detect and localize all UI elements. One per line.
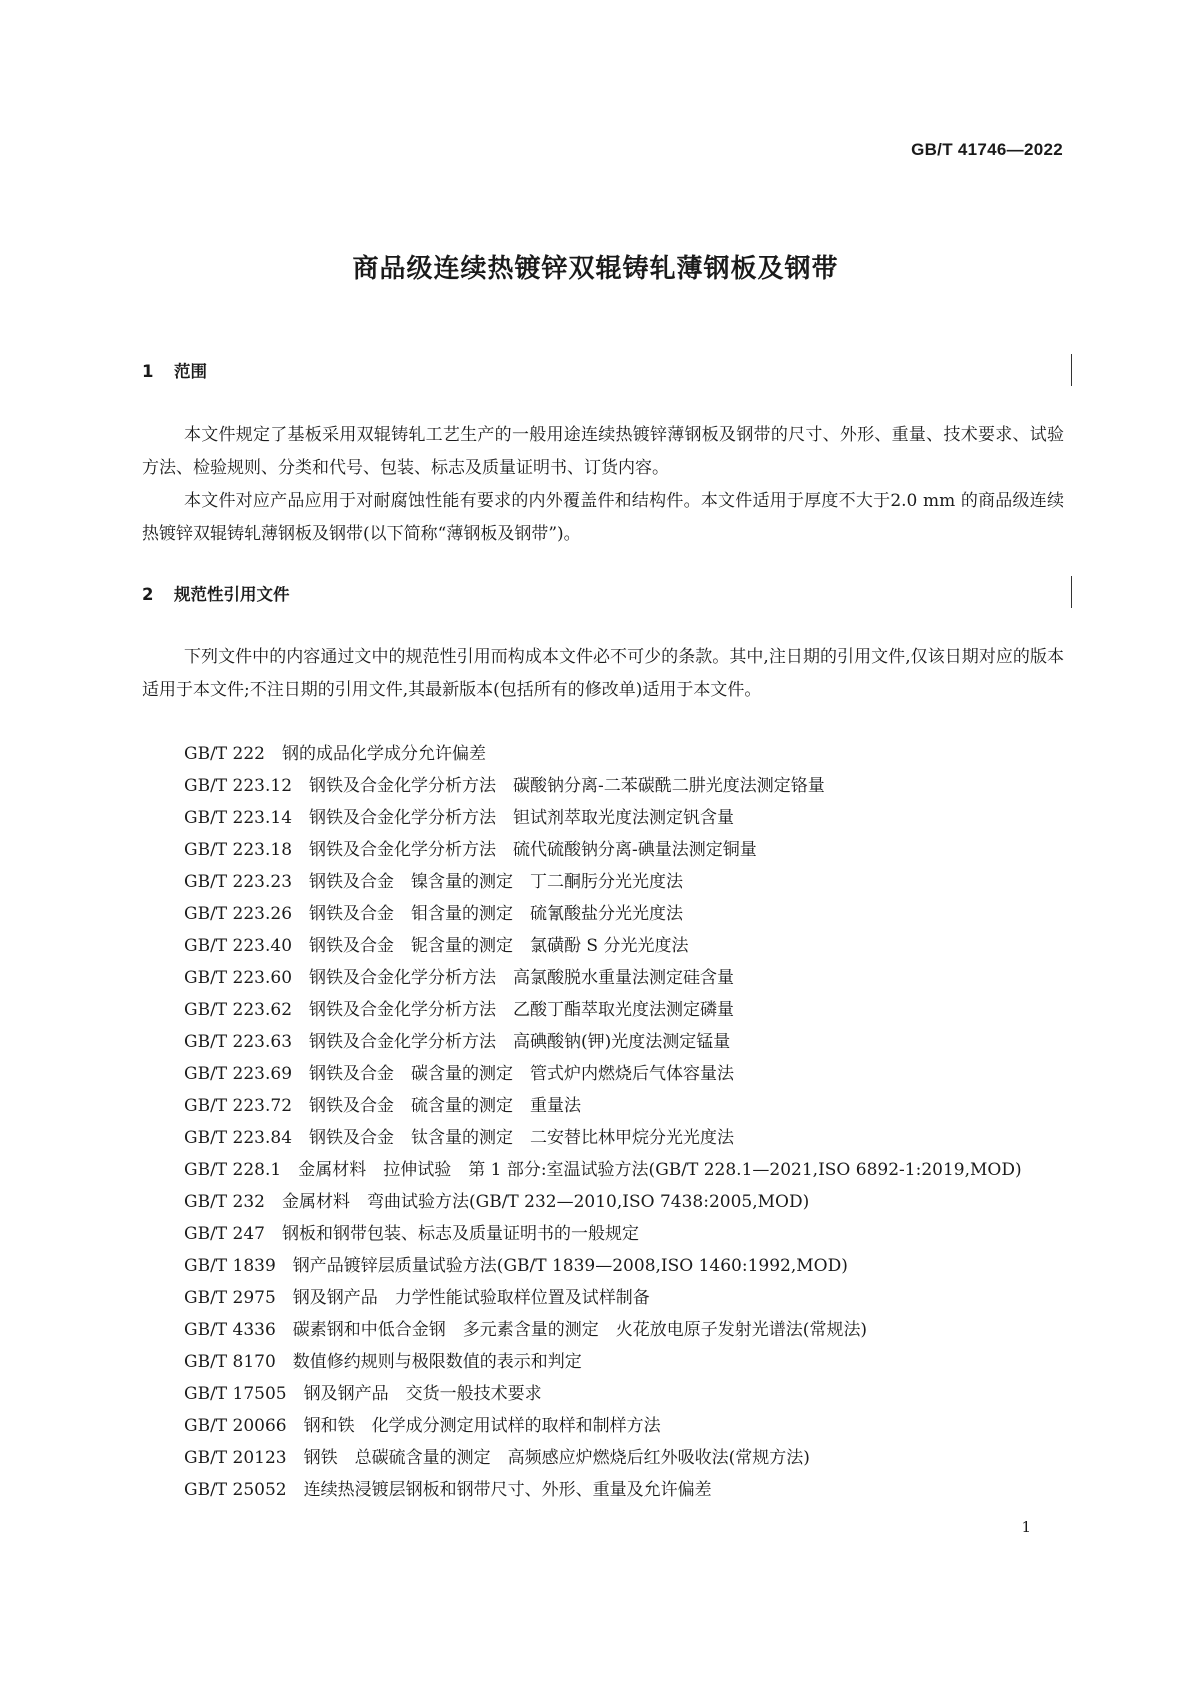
reference-item: GB/T 223.23 钢铁及合金 镍含量的测定 丁二酮肟分光光度法 (184, 872, 684, 892)
reference-item: GB/T 25052 连续热浸镀层钢板和钢带尺寸、外形、重量及允许偏差 (184, 1480, 712, 1500)
reference-item: GB/T 223.63 钢铁及合金化学分析方法 高碘酸钠(钾)光度法测定锰量 (184, 1032, 731, 1052)
scope-paragraph-2: 本文件对应产品应用于对耐腐蚀性能有要求的内外覆盖件和结构件。本文件适用于厚度不大于2.0 mm 的商品级连续热镀锌双辊铸轧薄钢板及钢带(以下简称“薄钢板及钢带”)。 (142, 491, 1064, 544)
reference-item: GB/T 232 金属材料 弯曲试验方法(GB/T 232—2010,ISO 7438:2005,MOD) (184, 1192, 810, 1212)
page-number: 1 (1021, 1518, 1031, 1536)
reference-item: GB/T 2975 钢及钢产品 力学性能试验取样位置及试样制备 (184, 1288, 650, 1308)
references-intro: 下列文件中的内容通过文中的规范性引用而构成本文件必不可少的条款。其中,注日期的引用文件,仅该日期对应的版本适用于本文件;不注日期的引用文件,其最新版本(包括所有的修改单)适用于本文件。 (142, 647, 1064, 700)
section-2-heading (142, 581, 290, 605)
standard-code: GB/T 41746—2022 (911, 140, 1063, 159)
reference-item: GB/T 20066 钢和铁 化学成分测定用试样的取样和制样方法 (184, 1416, 661, 1436)
reference-item: GB/T 247 钢板和钢带包装、标志及质量证明书的一般规定 (184, 1224, 639, 1244)
reference-item: GB/T 20123 钢铁 总碳硫含量的测定 高频感应炉燃烧后红外吸收法(常规方法) (184, 1448, 810, 1468)
normative-references-list (142, 738, 1064, 1506)
reference-item: GB/T 223.84 钢铁及合金 钛含量的测定 二安替比林甲烷分光光度法 (184, 1128, 735, 1148)
section-2-number: 2 (142, 585, 154, 604)
section-2-title: 规范性引用文件 (174, 585, 290, 604)
reference-item: GB/T 223.26 钢铁及合金 钼含量的测定 硫氰酸盐分光光度法 (184, 904, 684, 924)
section-1-heading (142, 358, 207, 382)
change-bar (1071, 354, 1072, 386)
section-1-number: 1 (142, 362, 154, 381)
scope-paragraph-1: 本文件规定了基板采用双辊铸轧工艺生产的一般用途连续热镀锌薄钢板及钢带的尺寸、外形、重量、技术要求、试验方法、检验规则、分类和代号、包装、标志及质量证明书、订货内容。 (142, 425, 1064, 478)
reference-item: GB/T 223.62 钢铁及合金化学分析方法 乙酸丁酯萃取光度法测定磷量 (184, 1000, 735, 1020)
reference-item: GB/T 1839 钢产品镀锌层质量试验方法(GB/T 1839—2008,ISO 1460:1992,MOD) (184, 1256, 848, 1276)
reference-item: GB/T 223.14 钢铁及合金化学分析方法 钽试剂萃取光度法测定钒含量 (184, 808, 735, 828)
reference-item: GB/T 223.40 钢铁及合金 铌含量的测定 氯磺酚 S 分光光度法 (184, 936, 689, 956)
reference-item: GB/T 8170 数值修约规则与极限数值的表示和判定 (184, 1352, 582, 1372)
document-title: 商品级连续热镀锌双辊铸轧薄钢板及钢带 (352, 254, 839, 284)
reference-item: GB/T 223.18 钢铁及合金化学分析方法 硫代硫酸钠分离-碘量法测定铜量 (184, 840, 757, 860)
reference-item: GB/T 228.1 金属材料 拉伸试验 第 1 部分:室温试验方法(GB/T 228.1—2021,ISO 6892-1:2019,MOD) (184, 1160, 1022, 1180)
section-1-title: 范围 (174, 362, 207, 381)
reference-item: GB/T 17505 钢及钢产品 交货一般技术要求 (184, 1384, 542, 1404)
reference-item: GB/T 223.69 钢铁及合金 碳含量的测定 管式炉内燃烧后气体容量法 (184, 1064, 735, 1084)
change-bar (1071, 576, 1072, 608)
reference-item: GB/T 4336 碳素钢和中低合金钢 多元素含量的测定 火花放电原子发射光谱法(常规法) (184, 1320, 868, 1340)
reference-item: GB/T 223.60 钢铁及合金化学分析方法 高氯酸脱水重量法测定硅含量 (184, 968, 735, 988)
reference-item: GB/T 222 钢的成品化学成分允许偏差 (184, 744, 486, 764)
reference-item: GB/T 223.72 钢铁及合金 硫含量的测定 重量法 (184, 1096, 582, 1116)
reference-item: GB/T 223.12 钢铁及合金化学分析方法 碳酸钠分离-二苯碳酰二肼光度法测定铬量 (184, 776, 825, 796)
